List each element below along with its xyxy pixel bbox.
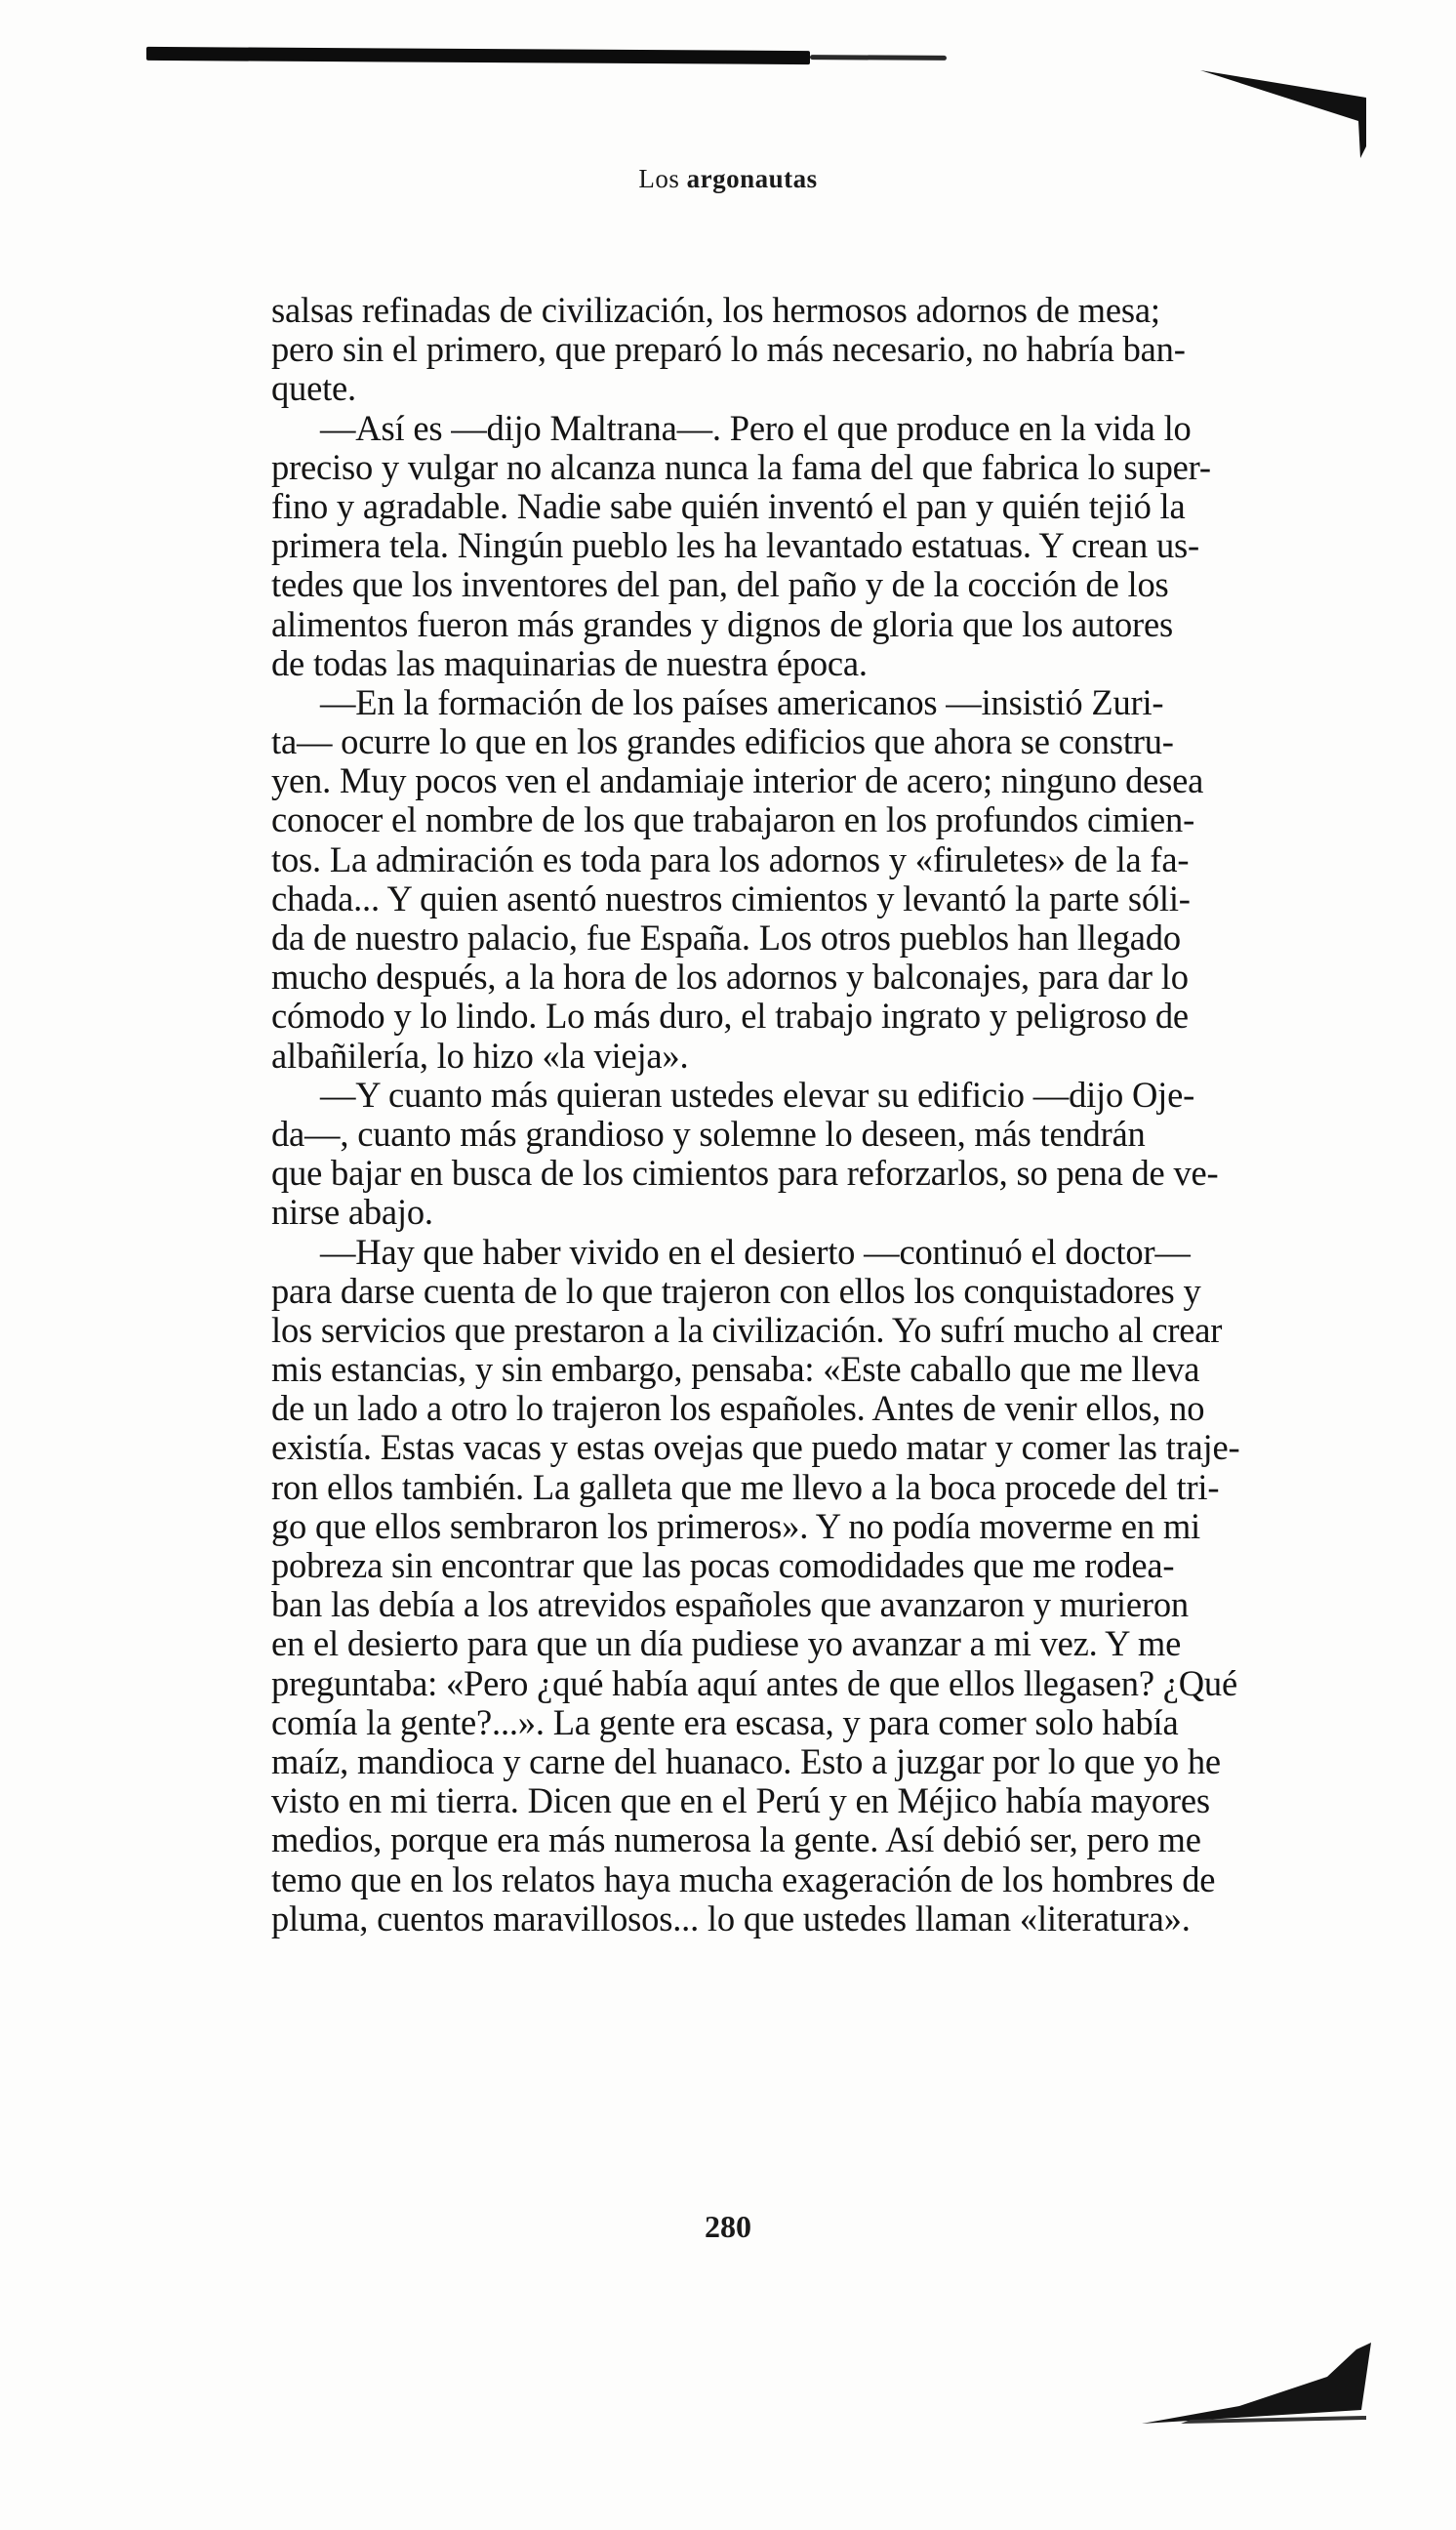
text-line: ron ellos también. La galleta que me llevo a la boca procede del tri- <box>271 1466 1220 1507</box>
text-line: quete. <box>271 368 356 409</box>
text-line: pluma, cuentos maravillosos... lo que ustedes llaman «literatura». <box>271 1898 1191 1938</box>
scan-shadow-bar <box>146 47 810 64</box>
text-line: tos. La admiración es toda para los adornos y «firuletes» de la fa- <box>271 838 1190 879</box>
text-line: go que ellos sembraron los primeros». Y no podía moverme en mi <box>271 1505 1200 1546</box>
text-line: los servicios que prestaron a la civilización. Yo sufrí mucho al crear <box>271 1309 1223 1350</box>
text-line: preguntaba: «Pero ¿qué había aquí antes de que ellos llegasen? ¿Qué <box>271 1662 1237 1703</box>
text-line: mis estancias, y sin embargo, pensaba: «Este caballo que me lleva <box>271 1349 1200 1390</box>
scan-corner-mark-bottom <box>1122 2338 1376 2430</box>
text-line: visto en mi tierra. Dicen que en el Perú y en Méjico había mayores <box>271 1780 1210 1821</box>
text-line: comía la gente?...». La gente era escasa, y para comer solo había <box>271 1701 1179 1742</box>
running-head-prefix: Los <box>638 164 680 193</box>
text-line: existía. Estas vacas y estas ovejas que puedo matar y comer las traje- <box>271 1427 1240 1468</box>
text-line: pero sin el primero, que preparó lo más necesario, no habría ban- <box>271 329 1186 370</box>
page-number: 280 <box>705 2209 751 2244</box>
text-line: de todas las maquinarias de nuestra época. <box>271 642 868 683</box>
text-line: nirse abajo. <box>271 1192 433 1233</box>
text-line: en el desierto para que un día pudiese yo avanzar a mi vez. Y me <box>271 1623 1182 1664</box>
text-line: medios, porque era más numerosa la gente. Así debió ser, pero me <box>271 1819 1201 1860</box>
text-line: salsas refinadas de civilización, los hermosos adornos de mesa; <box>271 290 1160 330</box>
text-line: da de nuestro palacio, fue España. Los otros pueblos han llegado <box>271 918 1181 958</box>
text-line: —En la formación de los países americanos —insistió Zuri- <box>320 681 1164 722</box>
text-line: para darse cuenta de lo que trajeron con ellos los conquistadores y <box>271 1270 1201 1311</box>
text-line: tedes que los inventores del pan, del paño y de la cocción de los <box>271 564 1169 605</box>
text-line: alimentos fueron más grandes y dignos de gloria que los autores <box>271 603 1174 644</box>
text-line: preciso y vulgar no alcanza nunca la fama del que fabrica lo super- <box>271 446 1211 487</box>
running-head-title: argonautas <box>686 164 818 193</box>
scan-corner-mark-top <box>1181 61 1376 158</box>
text-line: —Hay que haber vivido en el desierto —continuó el doctor— <box>320 1231 1191 1272</box>
text-line: mucho después, a la hora de los adornos y balconajes, para dar lo <box>271 957 1189 998</box>
text-line: —Así es —dijo Maltrana—. Pero el que produce en la vida lo <box>320 407 1192 448</box>
body-text <box>271 291 1323 1938</box>
text-line: de un lado a otro lo trajeron los españoles. Antes de venir ellos, no <box>271 1388 1205 1429</box>
text-line: ta— ocurre lo que en los grandes edificios que ahora se constru- <box>271 721 1174 762</box>
text-line: temo que en los relatos haya mucha exageración de los hombres de <box>271 1858 1216 1899</box>
running-head <box>0 164 1456 194</box>
text-line: pobreza sin encontrar que las pocas comodidades que me rodea- <box>271 1545 1175 1585</box>
text-line: ban las debía a los atrevidos españoles que avanzaron y murieron <box>271 1584 1189 1625</box>
text-line: albañilería, lo hizo «la vieja». <box>271 1035 689 1076</box>
text-line: maíz, mandioca y carne del huanaco. Esto a juzgar por lo que yo he <box>271 1740 1221 1781</box>
text-line: da—, cuanto más grandioso y solemne lo deseen, más tendrán <box>271 1113 1146 1154</box>
text-line: cómodo y lo lindo. Lo más duro, el trabajo ingrato y peligroso de <box>271 996 1189 1037</box>
text-line: fino y agradable. Nadie sabe quién inventó el pan y quién tejió la <box>271 485 1186 526</box>
text-line: primera tela. Ningún pueblo les ha levantado estatuas. Y crean us- <box>271 525 1200 566</box>
text-line: —Y cuanto más quieran ustedes elevar su edificio —dijo Oje- <box>320 1074 1195 1115</box>
text-line: yen. Muy pocos ven el andamiaje interior de acero; ninguno desea <box>271 760 1204 801</box>
text-line: chada... Y quien asentó nuestros cimientos y levantó la parte sóli- <box>271 877 1191 918</box>
text-line: conocer el nombre de los que trabajaron en los profundos cimien- <box>271 799 1195 840</box>
text-line: que bajar en busca de los cimientos para reforzarlos, so pena de ve- <box>271 1153 1219 1194</box>
